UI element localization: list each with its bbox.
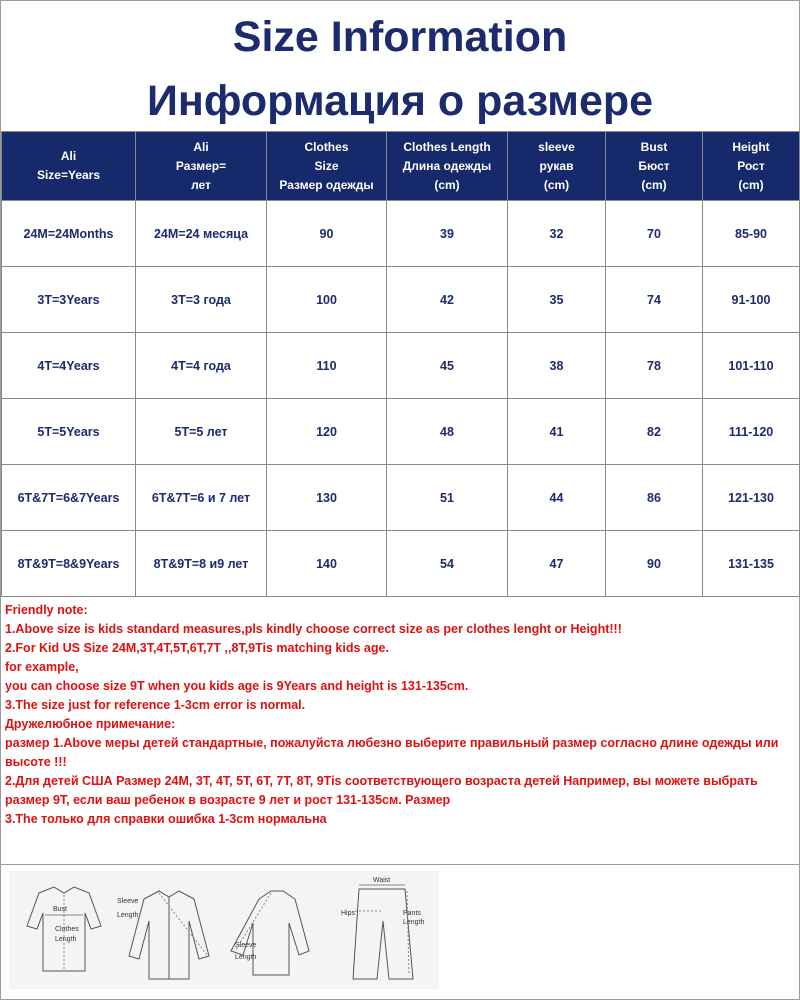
note-1: 1.Above size is kids standard measures,pls kindly choose correct size as per clothes lenght or Height!!! (5, 622, 622, 636)
header-sleeve: sleeve рукав (cm) (508, 132, 606, 201)
button-shirt-icon (129, 891, 209, 979)
guide-label-pants: Pants (403, 910, 421, 917)
table-cell: 44 (508, 465, 606, 531)
table-cell: 54 (387, 531, 508, 597)
notes-section (5, 601, 799, 829)
table-row (2, 267, 800, 333)
table-cell: 51 (387, 465, 508, 531)
table-cell: 6T&7T=6 и 7 лет (136, 465, 267, 531)
note-ru-1: размер 1.Above меры детей стандартные, пожалуйста любезно выберите правильный размер согласно длине одежды или высоте !!! (5, 736, 779, 769)
guide-label-waist: Waist (373, 877, 391, 884)
table-cell: 32 (508, 201, 606, 267)
table-cell: 8T&9T=8&9Years (2, 531, 136, 597)
table-row (2, 531, 800, 597)
note-ru-3: 3.The только для справки ошибка 1-3cm нормальна (5, 812, 327, 826)
title-russian: Информация о размере (146, 77, 654, 125)
header-bust: Bust Бюст (cm) (606, 132, 703, 201)
table-cell: 82 (606, 399, 703, 465)
table-cell: 41 (508, 399, 606, 465)
table-cell: 140 (267, 531, 387, 597)
table-cell: 78 (606, 333, 703, 399)
note-example-detail: you can choose size 9T when you kids age is 9Years and height is 131-135cm. (5, 679, 469, 693)
table-cell: 90 (606, 531, 703, 597)
pants-icon (353, 885, 413, 979)
table-cell: 47 (508, 531, 606, 597)
header-height: Height Рост (cm) (703, 132, 800, 201)
table-row (2, 333, 800, 399)
header-ali-size-ru: Ali Размер= лет (136, 132, 267, 201)
table-cell: 111-120 (703, 399, 800, 465)
guide-label-hips: Hips (341, 910, 356, 917)
table-cell: 86 (606, 465, 703, 531)
raglan-shirt-icon (231, 891, 309, 975)
table-header-row (2, 132, 800, 201)
table-cell: 85-90 (703, 201, 800, 267)
note-3: 3.The size just for reference 1-3cm error is normal. (5, 698, 306, 712)
note-ru-title: Дружелюбное примечание: (5, 717, 176, 731)
table-cell: 100 (267, 267, 387, 333)
table-cell: 110 (267, 333, 387, 399)
guide-label-bust: Bust (53, 906, 68, 913)
table-cell: 90 (267, 201, 387, 267)
table-cell: 4T=4 года (136, 333, 267, 399)
measurement-guide-illustration (9, 871, 439, 989)
table-row (2, 465, 800, 531)
table-cell: 38 (508, 333, 606, 399)
table-cell: 24M=24 месяца (136, 201, 267, 267)
table-cell: 91-100 (703, 267, 800, 333)
note-2: 2.For Kid US Size 24M,3T,4T,5T,6T,7T ,,8T,9Tis matching kids age. (5, 641, 389, 655)
guide-label-length-2: Length (235, 954, 257, 961)
header-ali-size-years: Ali Size=Years (2, 132, 136, 201)
table-cell: 48 (387, 399, 508, 465)
header-clothes-size: Clothes Size Размер одежды (267, 132, 387, 201)
guide-label-pants-length: Length (403, 919, 425, 926)
table-cell: 3T=3 года (136, 267, 267, 333)
guide-label-sleeve-length: Length (117, 912, 139, 919)
guide-label-sleeve-2: Sleeve (235, 942, 257, 949)
table-row (2, 201, 800, 267)
table-cell: 8T&9T=8 и9 лет (136, 531, 267, 597)
guide-label-clothes: Clothes (55, 926, 79, 933)
measurement-guide (9, 871, 439, 989)
table-cell: 121-130 (703, 465, 800, 531)
table-cell: 120 (267, 399, 387, 465)
table-cell: 101-110 (703, 333, 800, 399)
note-ru-2: 2.Для детей США Размер 24M, 3T, 4T, 5T, 6T, 7T, 8T, 9Tis соответствующего возраста детей Например, вы можете выбрать размер 9T, если ваш ребенок в возрасте 9 лет и рост 131-135см. Размер (5, 774, 758, 807)
title-english: Size Information (232, 13, 568, 61)
table-cell: 6T&7T=6&7Years (2, 465, 136, 531)
table-cell: 45 (387, 333, 508, 399)
table-cell: 74 (606, 267, 703, 333)
table-cell: 4T=4Years (2, 333, 136, 399)
table-cell: 70 (606, 201, 703, 267)
table-cell: 131-135 (703, 531, 800, 597)
section-divider (1, 864, 799, 865)
guide-label-sleeve: Sleeve (117, 898, 139, 905)
table-cell: 5T=5Years (2, 399, 136, 465)
note-friendly-title: Friendly note: (5, 603, 88, 617)
guide-label-length: Length (55, 936, 77, 943)
table-cell: 42 (387, 267, 508, 333)
table-cell: 5T=5 лет (136, 399, 267, 465)
table-cell: 3T=3Years (2, 267, 136, 333)
header-clothes-length: Clothes Length Длина одежды (cm) (387, 132, 508, 201)
table-cell: 39 (387, 201, 508, 267)
table-cell: 130 (267, 465, 387, 531)
size-table (1, 131, 800, 597)
table-row (2, 399, 800, 465)
table-cell: 35 (508, 267, 606, 333)
note-example: for example, (5, 660, 79, 674)
table-cell: 24M=24Months (2, 201, 136, 267)
